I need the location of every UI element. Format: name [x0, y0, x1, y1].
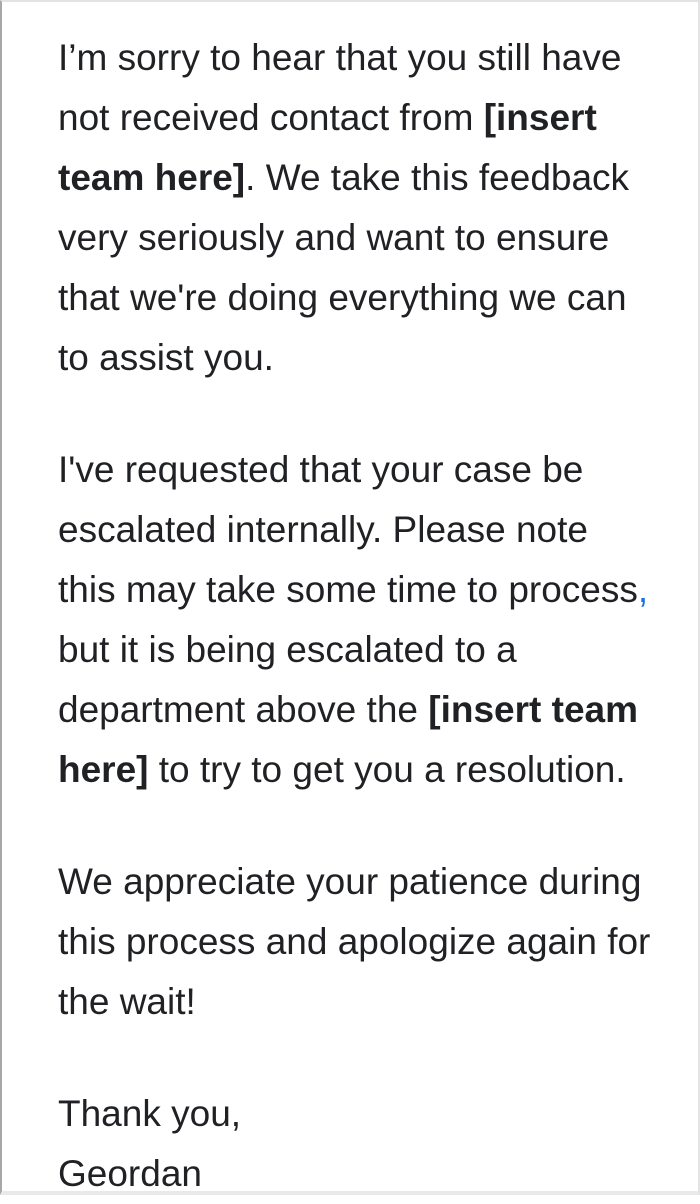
text-line: [58, 620, 662, 680]
email-content-card: [2, 2, 698, 1204]
email-body-text: [2, 2, 698, 1204]
text-line: [58, 740, 662, 800]
body-text-segment: department above the: [58, 689, 429, 730]
text-line: [58, 148, 662, 208]
body-text-segment: . We take this feedback: [245, 157, 630, 198]
email-paragraph-2: [58, 440, 662, 800]
email-paragraph-3: [58, 852, 662, 1032]
body-text-segment: not received contact from: [58, 97, 484, 138]
body-text-segment: We appreciate your patience during: [58, 861, 642, 902]
text-line: [58, 500, 662, 560]
body-text-segment: I've requested that your case be: [58, 449, 584, 490]
bold-placeholder-text: here]: [58, 749, 149, 790]
body-text-segment: that we're doing everything we can: [58, 277, 627, 318]
text-line: [58, 1084, 662, 1144]
text-line: [58, 268, 662, 328]
text-line: [58, 440, 662, 500]
body-text-segment: but it is being escalated to a: [58, 629, 517, 670]
body-text-segment: this may take some time to process: [58, 569, 638, 610]
body-text-segment: the wait!: [58, 981, 196, 1022]
bold-placeholder-text: team here]: [58, 157, 246, 198]
body-text-segment: Thank you,: [58, 1093, 242, 1134]
text-line: [58, 88, 662, 148]
email-paragraph-4: [58, 1084, 662, 1204]
body-text-segment: to assist you.: [58, 337, 274, 378]
body-text-segment: this process and apologize again for: [58, 921, 651, 962]
body-text-segment: Geordan: [58, 1153, 202, 1194]
body-text-segment: to try to get you a resolution.: [148, 749, 626, 790]
text-line: [58, 912, 662, 972]
bold-placeholder-text: [insert: [483, 97, 597, 138]
text-line: [58, 972, 662, 1032]
linked-comma[interactable]: ,: [637, 569, 649, 610]
text-line: [58, 208, 662, 268]
body-text-segment: escalated internally. Please note: [58, 509, 588, 550]
text-line: [58, 680, 662, 740]
text-line: [58, 28, 662, 88]
body-text-segment: very seriously and want to ensure: [58, 217, 610, 258]
text-line: [58, 560, 662, 620]
email-paragraph-1: [58, 28, 662, 388]
text-line: [58, 328, 662, 388]
text-line: [58, 1144, 662, 1204]
bold-placeholder-text: [insert team: [428, 689, 638, 730]
text-line: [58, 852, 662, 912]
body-text-segment: I’m sorry to hear that you still have: [58, 37, 622, 78]
